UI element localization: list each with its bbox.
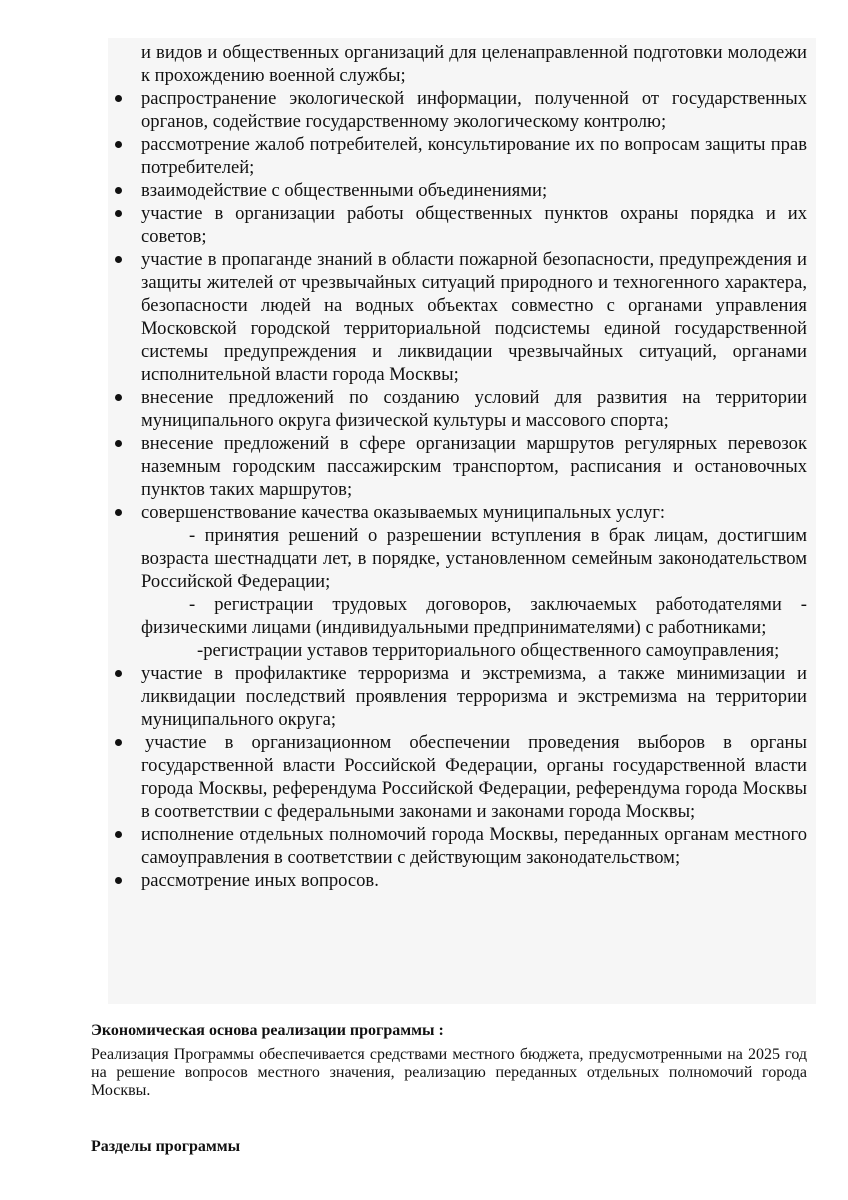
list-item (141, 869, 807, 892)
sections-heading: Разделы программы (91, 1138, 241, 1155)
bullet-icon (115, 95, 122, 102)
bullet-icon (115, 670, 122, 677)
list-item (141, 731, 807, 823)
bullet-icon (115, 256, 122, 263)
list-item (141, 386, 807, 432)
list-item-text: участие в пропаганде знаний в области пожарной безопасности, предупреждения и защиты жителей от чрезвычайных ситуаций природного и техногенного характера, безопасности людей на водных объектах совместно с органами управления Московской городской территориальной подсистемы единой государственной системы предупреждения и ликвидации чрезвычайных ситуаций, органами исполнительной власти города Москвы; (141, 249, 807, 385)
list-item-text: внесение предложений по созданию условий для развития на территории муниципального округа физической культуры и массового спорта; (141, 387, 807, 431)
bullet-icon (115, 440, 122, 447)
list-item-text: взаимодействие с общественными объединениями; (141, 180, 548, 201)
economic-heading: Экономическая основа реализации программы : (91, 1022, 444, 1039)
bullet-icon (115, 141, 122, 148)
list-item (141, 823, 807, 869)
sub-item (141, 639, 807, 662)
lead-paragraph (141, 41, 807, 87)
bullet-icon (115, 394, 122, 401)
list-item (141, 501, 807, 524)
list-item-text: участие в профилактике терроризма и экстремизма, а также минимизации и ликвидации последствий проявления терроризма и экстремизма на территории муниципального округа; (141, 663, 807, 730)
sub-item (141, 524, 807, 593)
list-item-text: распространение экологической информации, полученной от государственных органов, содействие государственному экологическому контролю; (141, 88, 807, 132)
list-item-text: рассмотрение жалоб потребителей, консультирование их по вопросам защиты прав потребителей; (141, 134, 807, 178)
bullet-icon (115, 210, 122, 217)
list-item (141, 202, 807, 248)
list-item-text: участие в организационном обеспечении проведения выборов в органы государственной власти Российской Федерации, органы государственной власти города Москвы, референдума Российской Федерации, референдума города Москвы в соответствии с федеральными законами и законами города Москвы; (141, 732, 807, 822)
bullet-icon (115, 509, 122, 516)
sub-item-text: -регистрации уставов территориального общественного самоуправления; (197, 640, 780, 661)
bullet-icon (115, 877, 122, 884)
list-item (141, 179, 807, 202)
bullet-icon (115, 187, 122, 194)
list-item (141, 662, 807, 731)
sub-item-text: - регистрации трудовых договоров, заключаемых работодателями - физическими лицами (индивидуальными предпринимателями) с работниками; (141, 594, 807, 638)
list-item (141, 87, 807, 133)
list-item-text: рассмотрение иных вопросов. (141, 870, 379, 891)
sub-item (141, 593, 807, 639)
list-item-text: исполнение отдельных полномочий города Москвы, переданных органам местного самоуправления в соответствии с действующим законодательством; (141, 824, 807, 868)
list-item-text: внесение предложений в сфере организации маршрутов регулярных перевозок наземным городским пассажирским транспортом, расписания и остановочных пунктов таких маршрутов; (141, 433, 807, 500)
lead-text: и видов и общественных организаций для целенаправленной подготовки молодежи к прохождению военной службы; (141, 42, 807, 86)
list-item-text: совершенствование качества оказываемых муниципальных услуг: (141, 502, 666, 523)
list-item (141, 133, 807, 179)
list-item-text: участие в организации работы общественных пунктов охраны порядка и их советов; (141, 203, 807, 247)
list-item (141, 432, 807, 501)
bullet-icon (115, 831, 122, 838)
sub-item-text: - принятия решений о разрешении вступления в брак лицам, достигшим возраста шестнадцати лет, в порядке, установленном семейным законодательством Российской Федерации; (141, 525, 807, 592)
list-item (141, 248, 807, 386)
economic-paragraph: Реализация Программы обеспечивается средствами местного бюджета, предусмотренными на 2025 год на решение вопросов местного значения, реализацию переданных отдельных полномочий города Москвы. (91, 1046, 807, 1099)
bullet-icon (115, 739, 122, 746)
